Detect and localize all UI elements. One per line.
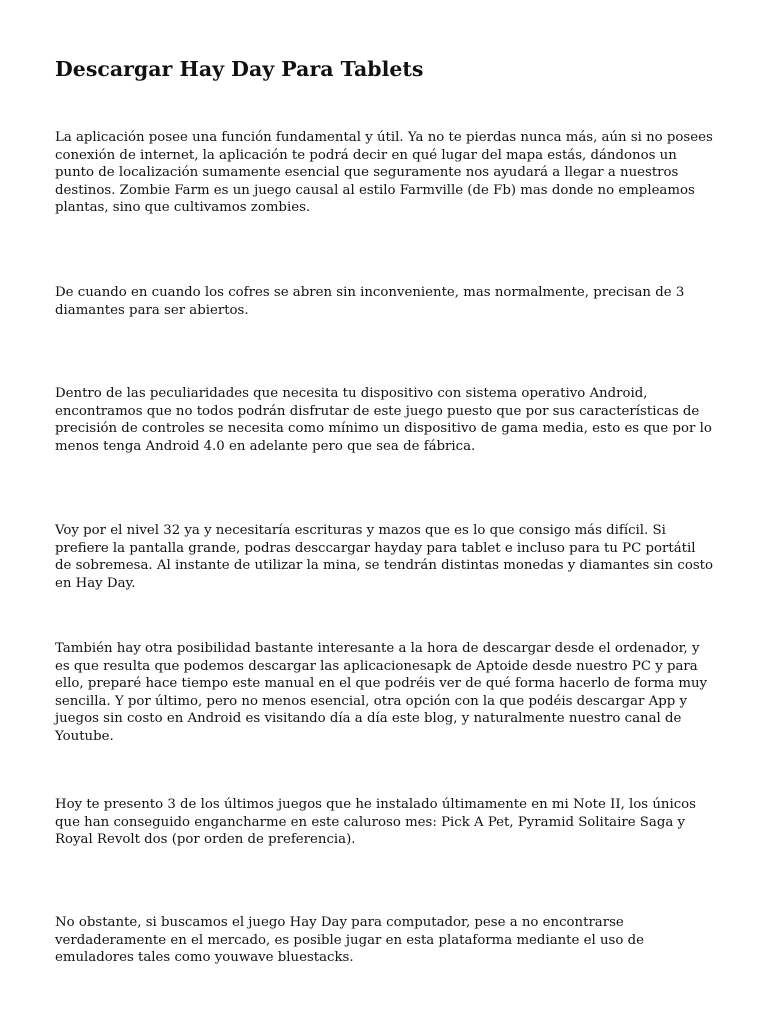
- paragraph-1: La aplicación posee una función fundamental y útil. Ya no te pierdas nunca más, aún si no posees conexión de internet, la aplicación te podrá decir en qué lugar del mapa estás, dándonos un punto de localización sumamente esencial que seguramente nos ayudará a llegar a nuestros destinos. Zombie Farm es un juego causal al estilo Farmville (de Fb) mas donde no empleamos plantas, sino que cultivamos zombies.: [55, 130, 713, 216]
- paragraph-5: También hay otra posibilidad bastante interesante a la hora de descargar desde el ordenador, y es que resulta que podemos descargar las aplicacionesapk de Aptoide desde nuestro PC y para ello, preparé hace tiempo este manual en el que podréis ver de qué forma hacerlo de forma muy sencilla. Y por último, pero no menos esencial, otra opción con la que podéis descargar App y juegos sin costo en Android es visitando día a día este blog, y naturalmente nuestro canal de Youtube.: [55, 641, 708, 744]
- paragraph-4: Voy por el nivel 32 ya y necesitaría escrituras y mazos que es lo que consigo más difícil. Si prefiere la pantalla grande, podras desccargar hayday para tablet e incluso para tu PC portátil de sobremesa. Al instante de utilizar la mina, se tendrán distintas monedas y diamantes sin costo en Hay Day.: [55, 523, 714, 591]
- document-title: Descargar Hay Day Para Tablets: [55, 57, 424, 81]
- paragraph-2: De cuando en cuando los cofres se abren sin inconveniente, mas normalmente, precisan de 3 diamantes para ser abiertos.: [55, 285, 685, 318]
- paragraph-3: Dentro de las peculiaridades que necesita tu dispositivo con sistema operativo Android, encontramos que no todos podrán disfrutar de este juego puesto que por sus características de precisión de controles se necesita como mínimo un dispositivo de gama media, esto es que por lo menos tenga Android 4.0 en adelante pero que sea de fábrica.: [55, 386, 712, 454]
- paragraph-7: No obstante, si buscamos el juego Hay Day para computador, pese a no encontrarse verdaderamente en el mercado, es posible jugar en esta plataforma mediante el uso de emuladores tales como youwave bluestacks.: [55, 915, 644, 966]
- paragraph-6: Hoy te presento 3 de los últimos juegos que he instalado últimamente en mi Note II, los únicos que han conseguido engancharme en este caluroso mes: Pick A Pet, Pyramid Solitaire Saga y Royal Revolt dos (por orden de preferencia).: [55, 797, 696, 848]
